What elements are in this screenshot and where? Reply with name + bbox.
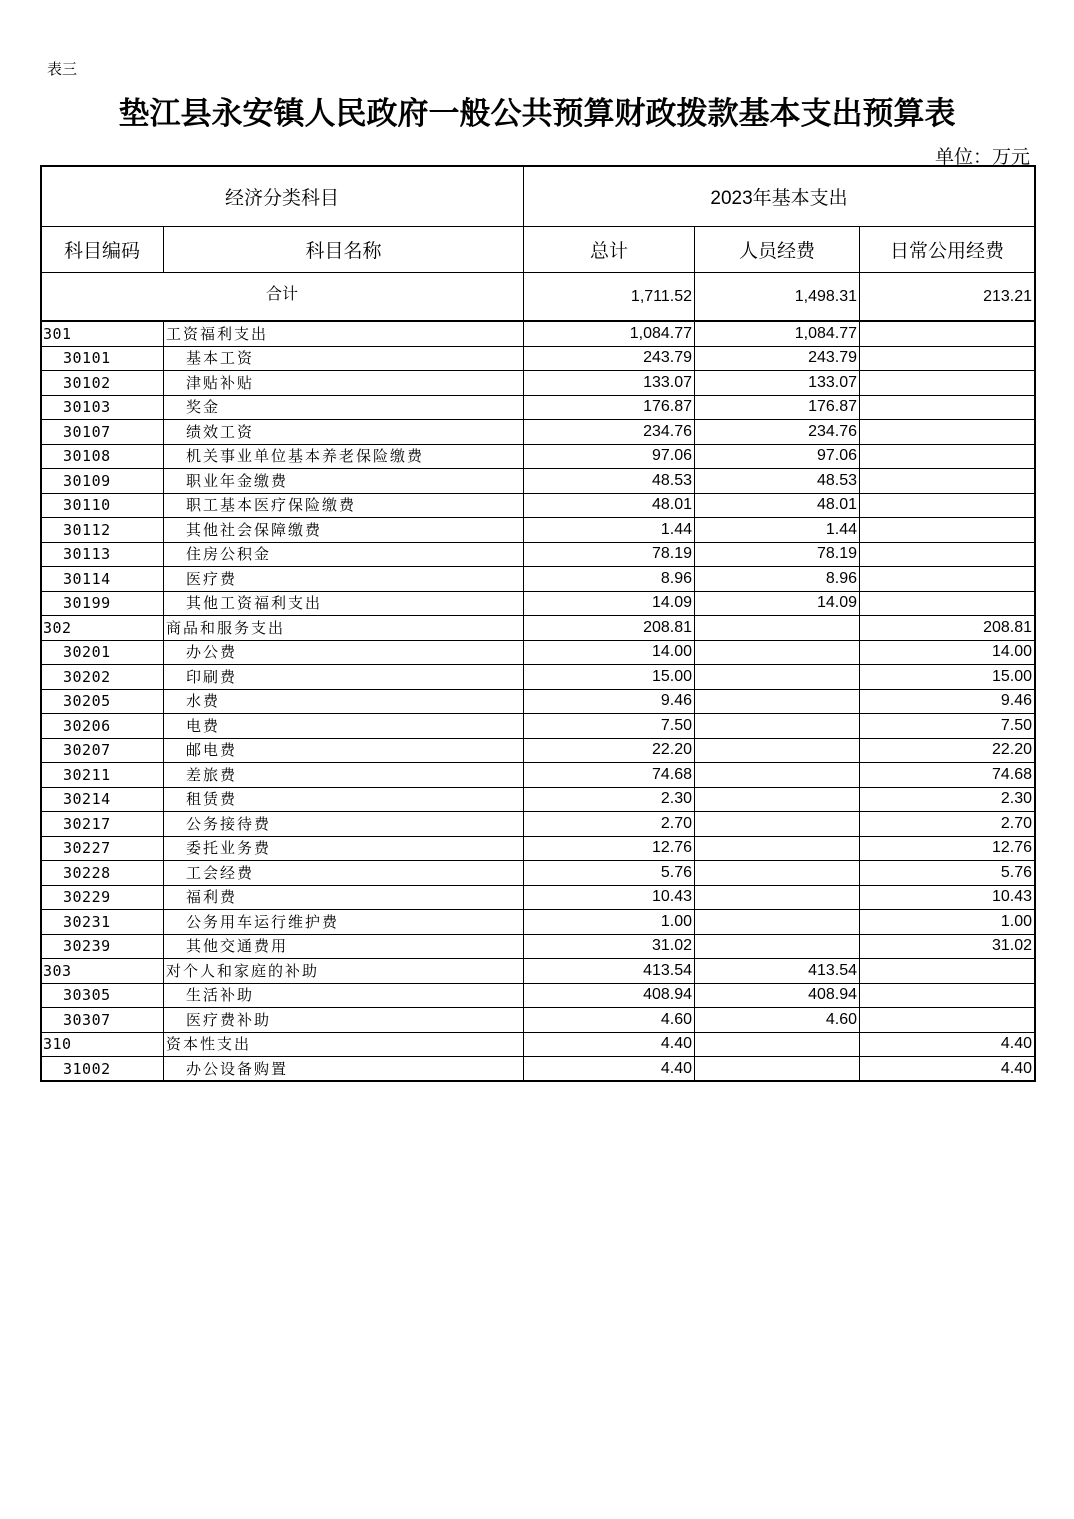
cell-name: 公务接待费 [164, 812, 524, 837]
cell-name: 机关事业单位基本养老保险缴费 [164, 444, 524, 469]
cell-name: 其他社会保障缴费 [164, 518, 524, 543]
cell-total: 78.19 [524, 542, 695, 567]
cell-total: 8.96 [524, 567, 695, 592]
cell-name: 其他工资福利支出 [164, 591, 524, 616]
cell-public: 208.81 [860, 616, 1035, 641]
cell-personnel [695, 1057, 860, 1082]
cell-personnel [695, 640, 860, 665]
cell-personnel [695, 787, 860, 812]
cell-code: 30103 [41, 395, 164, 420]
cell-public [860, 493, 1035, 518]
cell-personnel: 78.19 [695, 542, 860, 567]
cell-code: 30114 [41, 567, 164, 592]
header-name: 科目名称 [164, 227, 524, 273]
budget-table [40, 165, 1035, 1082]
cell-code: 30101 [41, 346, 164, 371]
cell-total: 1,084.77 [524, 321, 695, 346]
table-row [41, 542, 1035, 567]
cell-name: 委托业务费 [164, 836, 524, 861]
cell-total: 7.50 [524, 714, 695, 739]
cell-public: 5.76 [860, 861, 1035, 886]
header-row-1 [41, 166, 1035, 227]
header-personnel: 人员经费 [695, 227, 860, 273]
cell-public: 7.50 [860, 714, 1035, 739]
cell-name: 奖金 [164, 395, 524, 420]
cell-public: 12.76 [860, 836, 1035, 861]
cell-name: 电费 [164, 714, 524, 739]
cell-public [860, 395, 1035, 420]
table-row [41, 861, 1035, 886]
cell-public: 1.00 [860, 910, 1035, 935]
table-row [41, 959, 1035, 984]
cell-name: 生活补助 [164, 983, 524, 1008]
cell-total: 4.60 [524, 1008, 695, 1033]
table-row [41, 983, 1035, 1008]
sum-total: 1,711.52 [524, 273, 695, 322]
cell-code: 302 [41, 616, 164, 641]
cell-public: 4.40 [860, 1032, 1035, 1057]
cell-public: 10.43 [860, 885, 1035, 910]
table-row [41, 1057, 1035, 1082]
cell-code: 30214 [41, 787, 164, 812]
table-row [41, 812, 1035, 837]
cell-public: 31.02 [860, 934, 1035, 959]
cell-code: 30102 [41, 371, 164, 396]
cell-public: 2.70 [860, 812, 1035, 837]
cell-name: 邮电费 [164, 738, 524, 763]
cell-public [860, 983, 1035, 1008]
cell-code: 30229 [41, 885, 164, 910]
cell-name: 资本性支出 [164, 1032, 524, 1057]
sum-label: 合计 [41, 273, 524, 322]
sum-row [41, 273, 1035, 322]
cell-code: 30239 [41, 934, 164, 959]
cell-code: 30205 [41, 689, 164, 714]
cell-name: 工会经费 [164, 861, 524, 886]
table-row [41, 567, 1035, 592]
table-row [41, 787, 1035, 812]
cell-total: 234.76 [524, 420, 695, 445]
cell-total: 176.87 [524, 395, 695, 420]
cell-personnel: 234.76 [695, 420, 860, 445]
cell-personnel: 243.79 [695, 346, 860, 371]
cell-total: 1.00 [524, 910, 695, 935]
header-total: 总计 [524, 227, 695, 273]
cell-public [860, 420, 1035, 445]
cell-code: 30305 [41, 983, 164, 1008]
table-row [41, 910, 1035, 935]
sum-personnel: 1,498.31 [695, 273, 860, 322]
table-row [41, 689, 1035, 714]
cell-code: 30228 [41, 861, 164, 886]
cell-name: 水费 [164, 689, 524, 714]
table-row [41, 444, 1035, 469]
cell-code: 30307 [41, 1008, 164, 1033]
cell-total: 133.07 [524, 371, 695, 396]
cell-personnel [695, 861, 860, 886]
cell-personnel [695, 910, 860, 935]
cell-total: 243.79 [524, 346, 695, 371]
cell-total: 15.00 [524, 665, 695, 690]
cell-total: 208.81 [524, 616, 695, 641]
table-row [41, 738, 1035, 763]
cell-total: 22.20 [524, 738, 695, 763]
cell-public [860, 567, 1035, 592]
cell-name: 办公费 [164, 640, 524, 665]
table-row [41, 763, 1035, 788]
cell-total: 74.68 [524, 763, 695, 788]
cell-total: 2.70 [524, 812, 695, 837]
table-row [41, 346, 1035, 371]
table-row [41, 934, 1035, 959]
cell-public [860, 371, 1035, 396]
cell-code: 30227 [41, 836, 164, 861]
cell-personnel [695, 738, 860, 763]
cell-personnel: 176.87 [695, 395, 860, 420]
cell-public: 74.68 [860, 763, 1035, 788]
cell-name: 对个人和家庭的补助 [164, 959, 524, 984]
cell-name: 基本工资 [164, 346, 524, 371]
cell-public [860, 518, 1035, 543]
cell-total: 31.02 [524, 934, 695, 959]
cell-total: 48.01 [524, 493, 695, 518]
cell-name: 医疗费 [164, 567, 524, 592]
table-row [41, 665, 1035, 690]
table-row [41, 371, 1035, 396]
cell-code: 30202 [41, 665, 164, 690]
cell-personnel: 1,084.77 [695, 321, 860, 346]
cell-personnel [695, 689, 860, 714]
cell-name: 工资福利支出 [164, 321, 524, 346]
table-row [41, 518, 1035, 543]
cell-personnel [695, 714, 860, 739]
cell-name: 商品和服务支出 [164, 616, 524, 641]
cell-code: 31002 [41, 1057, 164, 1082]
cell-personnel [695, 616, 860, 641]
cell-total: 48.53 [524, 469, 695, 494]
header-code: 科目编码 [41, 227, 164, 273]
cell-personnel: 14.09 [695, 591, 860, 616]
cell-total: 408.94 [524, 983, 695, 1008]
cell-total: 1.44 [524, 518, 695, 543]
cell-name: 办公设备购置 [164, 1057, 524, 1082]
table-number: 表三 [47, 60, 78, 78]
page-title: 垫江县永安镇人民政府一般公共预算财政拨款基本支出预算表 [118, 96, 956, 132]
cell-name: 公务用车运行维护费 [164, 910, 524, 935]
cell-total: 4.40 [524, 1032, 695, 1057]
cell-public: 15.00 [860, 665, 1035, 690]
cell-public [860, 346, 1035, 371]
cell-personnel [695, 812, 860, 837]
cell-public [860, 321, 1035, 346]
cell-code: 30108 [41, 444, 164, 469]
cell-code: 303 [41, 959, 164, 984]
cell-personnel [695, 934, 860, 959]
cell-total: 9.46 [524, 689, 695, 714]
cell-code: 30206 [41, 714, 164, 739]
table-row [41, 1008, 1035, 1033]
cell-total: 10.43 [524, 885, 695, 910]
cell-public: 9.46 [860, 689, 1035, 714]
cell-personnel: 97.06 [695, 444, 860, 469]
table-row [41, 1032, 1035, 1057]
cell-name: 租赁费 [164, 787, 524, 812]
cell-code: 30109 [41, 469, 164, 494]
cell-personnel: 48.01 [695, 493, 860, 518]
cell-personnel [695, 763, 860, 788]
header-year-expense: 2023年基本支出 [524, 166, 1035, 227]
cell-name: 差旅费 [164, 763, 524, 788]
cell-personnel [695, 885, 860, 910]
cell-name: 绩效工资 [164, 420, 524, 445]
cell-public: 2.30 [860, 787, 1035, 812]
cell-public [860, 959, 1035, 984]
cell-code: 30231 [41, 910, 164, 935]
cell-public: 4.40 [860, 1057, 1035, 1082]
cell-personnel: 4.60 [695, 1008, 860, 1033]
cell-public [860, 591, 1035, 616]
cell-total: 2.30 [524, 787, 695, 812]
table-row [41, 420, 1035, 445]
cell-code: 30211 [41, 763, 164, 788]
cell-total: 14.00 [524, 640, 695, 665]
cell-code: 30112 [41, 518, 164, 543]
cell-personnel: 48.53 [695, 469, 860, 494]
cell-name: 职业年金缴费 [164, 469, 524, 494]
cell-personnel: 1.44 [695, 518, 860, 543]
cell-public: 22.20 [860, 738, 1035, 763]
table-row [41, 714, 1035, 739]
cell-public: 14.00 [860, 640, 1035, 665]
cell-code: 301 [41, 321, 164, 346]
table-row [41, 591, 1035, 616]
cell-total: 5.76 [524, 861, 695, 886]
cell-name: 其他交通费用 [164, 934, 524, 959]
table-row [41, 640, 1035, 665]
cell-personnel: 8.96 [695, 567, 860, 592]
cell-name: 印刷费 [164, 665, 524, 690]
cell-total: 12.76 [524, 836, 695, 861]
cell-total: 4.40 [524, 1057, 695, 1082]
cell-code: 30113 [41, 542, 164, 567]
table-row [41, 616, 1035, 641]
cell-total: 14.09 [524, 591, 695, 616]
header-econ-class: 经济分类科目 [41, 166, 524, 227]
cell-name: 职工基本医疗保险缴费 [164, 493, 524, 518]
cell-total: 97.06 [524, 444, 695, 469]
sum-public: 213.21 [860, 273, 1035, 322]
cell-name: 医疗费补助 [164, 1008, 524, 1033]
cell-personnel [695, 1032, 860, 1057]
table-row [41, 395, 1035, 420]
cell-code: 30207 [41, 738, 164, 763]
cell-public [860, 1008, 1035, 1033]
cell-personnel: 408.94 [695, 983, 860, 1008]
cell-public [860, 469, 1035, 494]
table-row [41, 469, 1035, 494]
cell-code: 310 [41, 1032, 164, 1057]
cell-code: 30217 [41, 812, 164, 837]
cell-name: 住房公积金 [164, 542, 524, 567]
cell-personnel: 413.54 [695, 959, 860, 984]
cell-code: 30199 [41, 591, 164, 616]
cell-public [860, 444, 1035, 469]
cell-personnel [695, 836, 860, 861]
table-row [41, 321, 1035, 346]
header-row-2 [41, 227, 1035, 273]
cell-total: 413.54 [524, 959, 695, 984]
table-row [41, 885, 1035, 910]
unit-label: 单位：万元 [934, 147, 1030, 168]
header-public: 日常公用经费 [860, 227, 1035, 273]
cell-name: 福利费 [164, 885, 524, 910]
cell-code: 30201 [41, 640, 164, 665]
cell-public [860, 542, 1035, 567]
table-row [41, 493, 1035, 518]
cell-personnel [695, 665, 860, 690]
cell-personnel: 133.07 [695, 371, 860, 396]
cell-code: 30110 [41, 493, 164, 518]
cell-code: 30107 [41, 420, 164, 445]
cell-name: 津贴补贴 [164, 371, 524, 396]
table-row [41, 836, 1035, 861]
